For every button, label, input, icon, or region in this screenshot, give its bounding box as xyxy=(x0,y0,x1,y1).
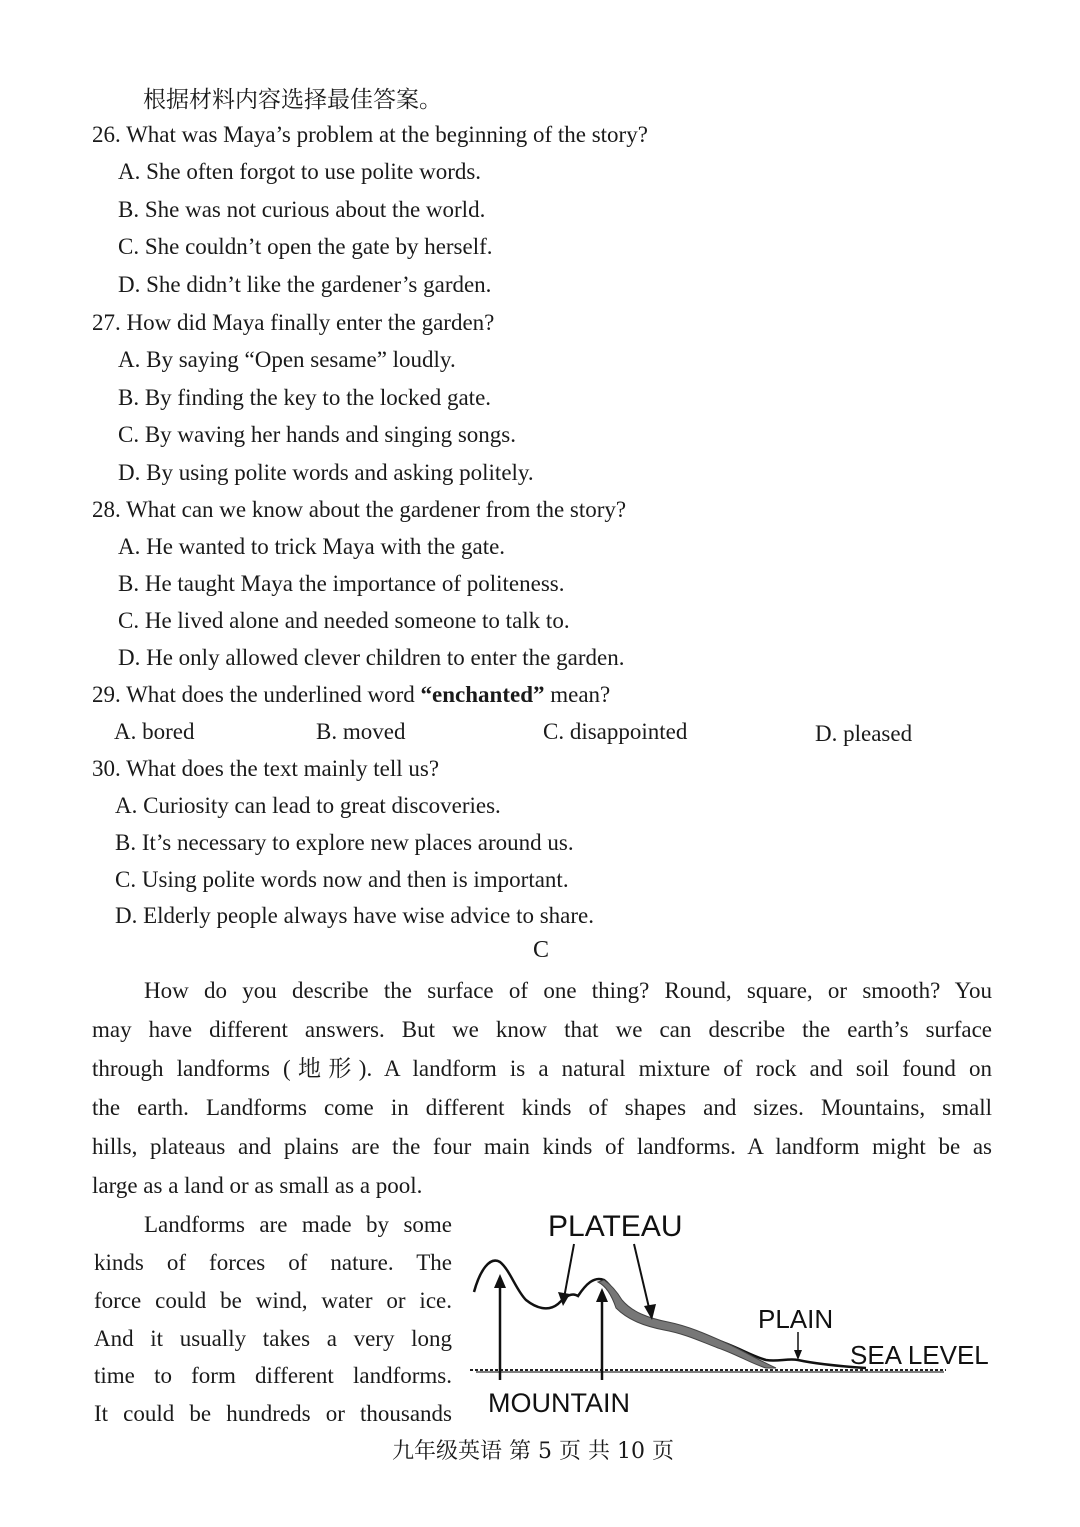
question-28-option-d: D. He only allowed clever children to enter the garden. xyxy=(118,645,625,670)
question-26-option-a: A. She often forgot to use polite words. xyxy=(118,159,482,184)
passage-line: may have different answers. But we know that we can describe the earth’s surface xyxy=(92,1017,992,1042)
question-27-option-d: D. By using polite words and asking politely. xyxy=(118,460,534,485)
question-30-option-b: B. It’s necessary to explore new places around us. xyxy=(115,830,574,855)
section-c-heading: C xyxy=(533,937,550,963)
question-26-stem: 26. What was Maya’s problem at the beginning of the story? xyxy=(92,122,648,147)
passage-line: Landforms are made by some xyxy=(144,1212,452,1237)
page-footer: 九年级英语 第 5 页 共 10 页 xyxy=(392,1439,674,1464)
passage-line: And it usually takes a very long xyxy=(94,1326,452,1351)
plateau-arrow-right xyxy=(634,1244,650,1312)
question-26-option-b: B. She was not curious about the world. xyxy=(118,197,486,222)
question-29-stem xyxy=(92,681,610,709)
question-28-option-b: B. He taught Maya the importance of politeness. xyxy=(118,571,565,596)
passage-line: through landforms (地形). A landform is a natural mixture of rock and soil found on xyxy=(92,1056,992,1081)
passage-line: hills, plateaus and plains are the four main kinds of landforms. A landform might be as xyxy=(92,1134,992,1159)
label-plateau: PLATEAU xyxy=(548,1210,683,1243)
passage-line: How do you describe the surface of one thing? Round, square, or smooth? You xyxy=(144,978,992,1003)
instruction: 根据材料内容选择最佳答案。 xyxy=(143,87,442,113)
terrain-shading xyxy=(598,1280,776,1368)
question-27-option-c: C. By waving her hands and singing songs. xyxy=(118,422,517,447)
question-29-option-a: A. bored xyxy=(114,719,195,744)
passage-line: force could be wind, water or ice. xyxy=(94,1288,452,1313)
arrowhead-icon xyxy=(494,1274,506,1288)
question-30-stem: 30. What does the text mainly tell us? xyxy=(92,756,440,781)
question-30-option-a: A. Curiosity can lead to great discoveries. xyxy=(115,793,501,818)
question-29-stem-suffix: mean? xyxy=(544,682,611,707)
question-28-option-c: C. He lived alone and needed someone to talk to. xyxy=(118,608,570,633)
passage-line: time to form different landforms. xyxy=(94,1363,452,1388)
plateau-arrow-left xyxy=(564,1244,574,1298)
question-28-stem: 28. What can we know about the gardener from the story? xyxy=(92,497,627,522)
question-30-option-c: C. Using polite words now and then is important. xyxy=(115,867,569,892)
passage-line: large as a land or as small as a pool. xyxy=(92,1173,423,1198)
question-29-option-c: C. disappointed xyxy=(543,719,688,744)
question-29-keyword: “enchanted” xyxy=(420,682,545,707)
passage-line: kinds of forces of nature. The xyxy=(94,1250,452,1275)
question-29-stem-prefix: 29. What does the underlined word xyxy=(92,682,421,707)
label-mountain: MOUNTAIN xyxy=(488,1388,630,1418)
question-28-option-a: A. He wanted to trick Maya with the gate. xyxy=(118,534,506,559)
question-27-option-a: A. By saying “Open sesame” loudly. xyxy=(118,347,456,372)
passage-line: It could be hundreds or thousands xyxy=(94,1401,452,1426)
question-27-stem: 27. How did Maya finally enter the garden? xyxy=(92,310,495,335)
label-sea-level: SEA LEVEL xyxy=(850,1340,989,1370)
landform-diagram xyxy=(466,1200,1006,1432)
question-29-option-b: B. moved xyxy=(316,719,406,744)
arrowhead-icon xyxy=(596,1288,608,1302)
question-26-option-c: C. She couldn’t open the gate by herself. xyxy=(118,234,493,259)
question-26-option-d: D. She didn’t like the gardener’s garden. xyxy=(118,272,492,297)
question-30-option-d: D. Elderly people always have wise advice to share. xyxy=(115,903,594,928)
label-plain: PLAIN xyxy=(758,1304,834,1334)
question-27-option-b: B. By finding the key to the locked gate. xyxy=(118,385,492,410)
question-29-option-d: D. pleased xyxy=(815,721,913,746)
passage-line: the earth. Landforms come in different kinds of shapes and sizes. Mountains, small xyxy=(92,1095,992,1120)
